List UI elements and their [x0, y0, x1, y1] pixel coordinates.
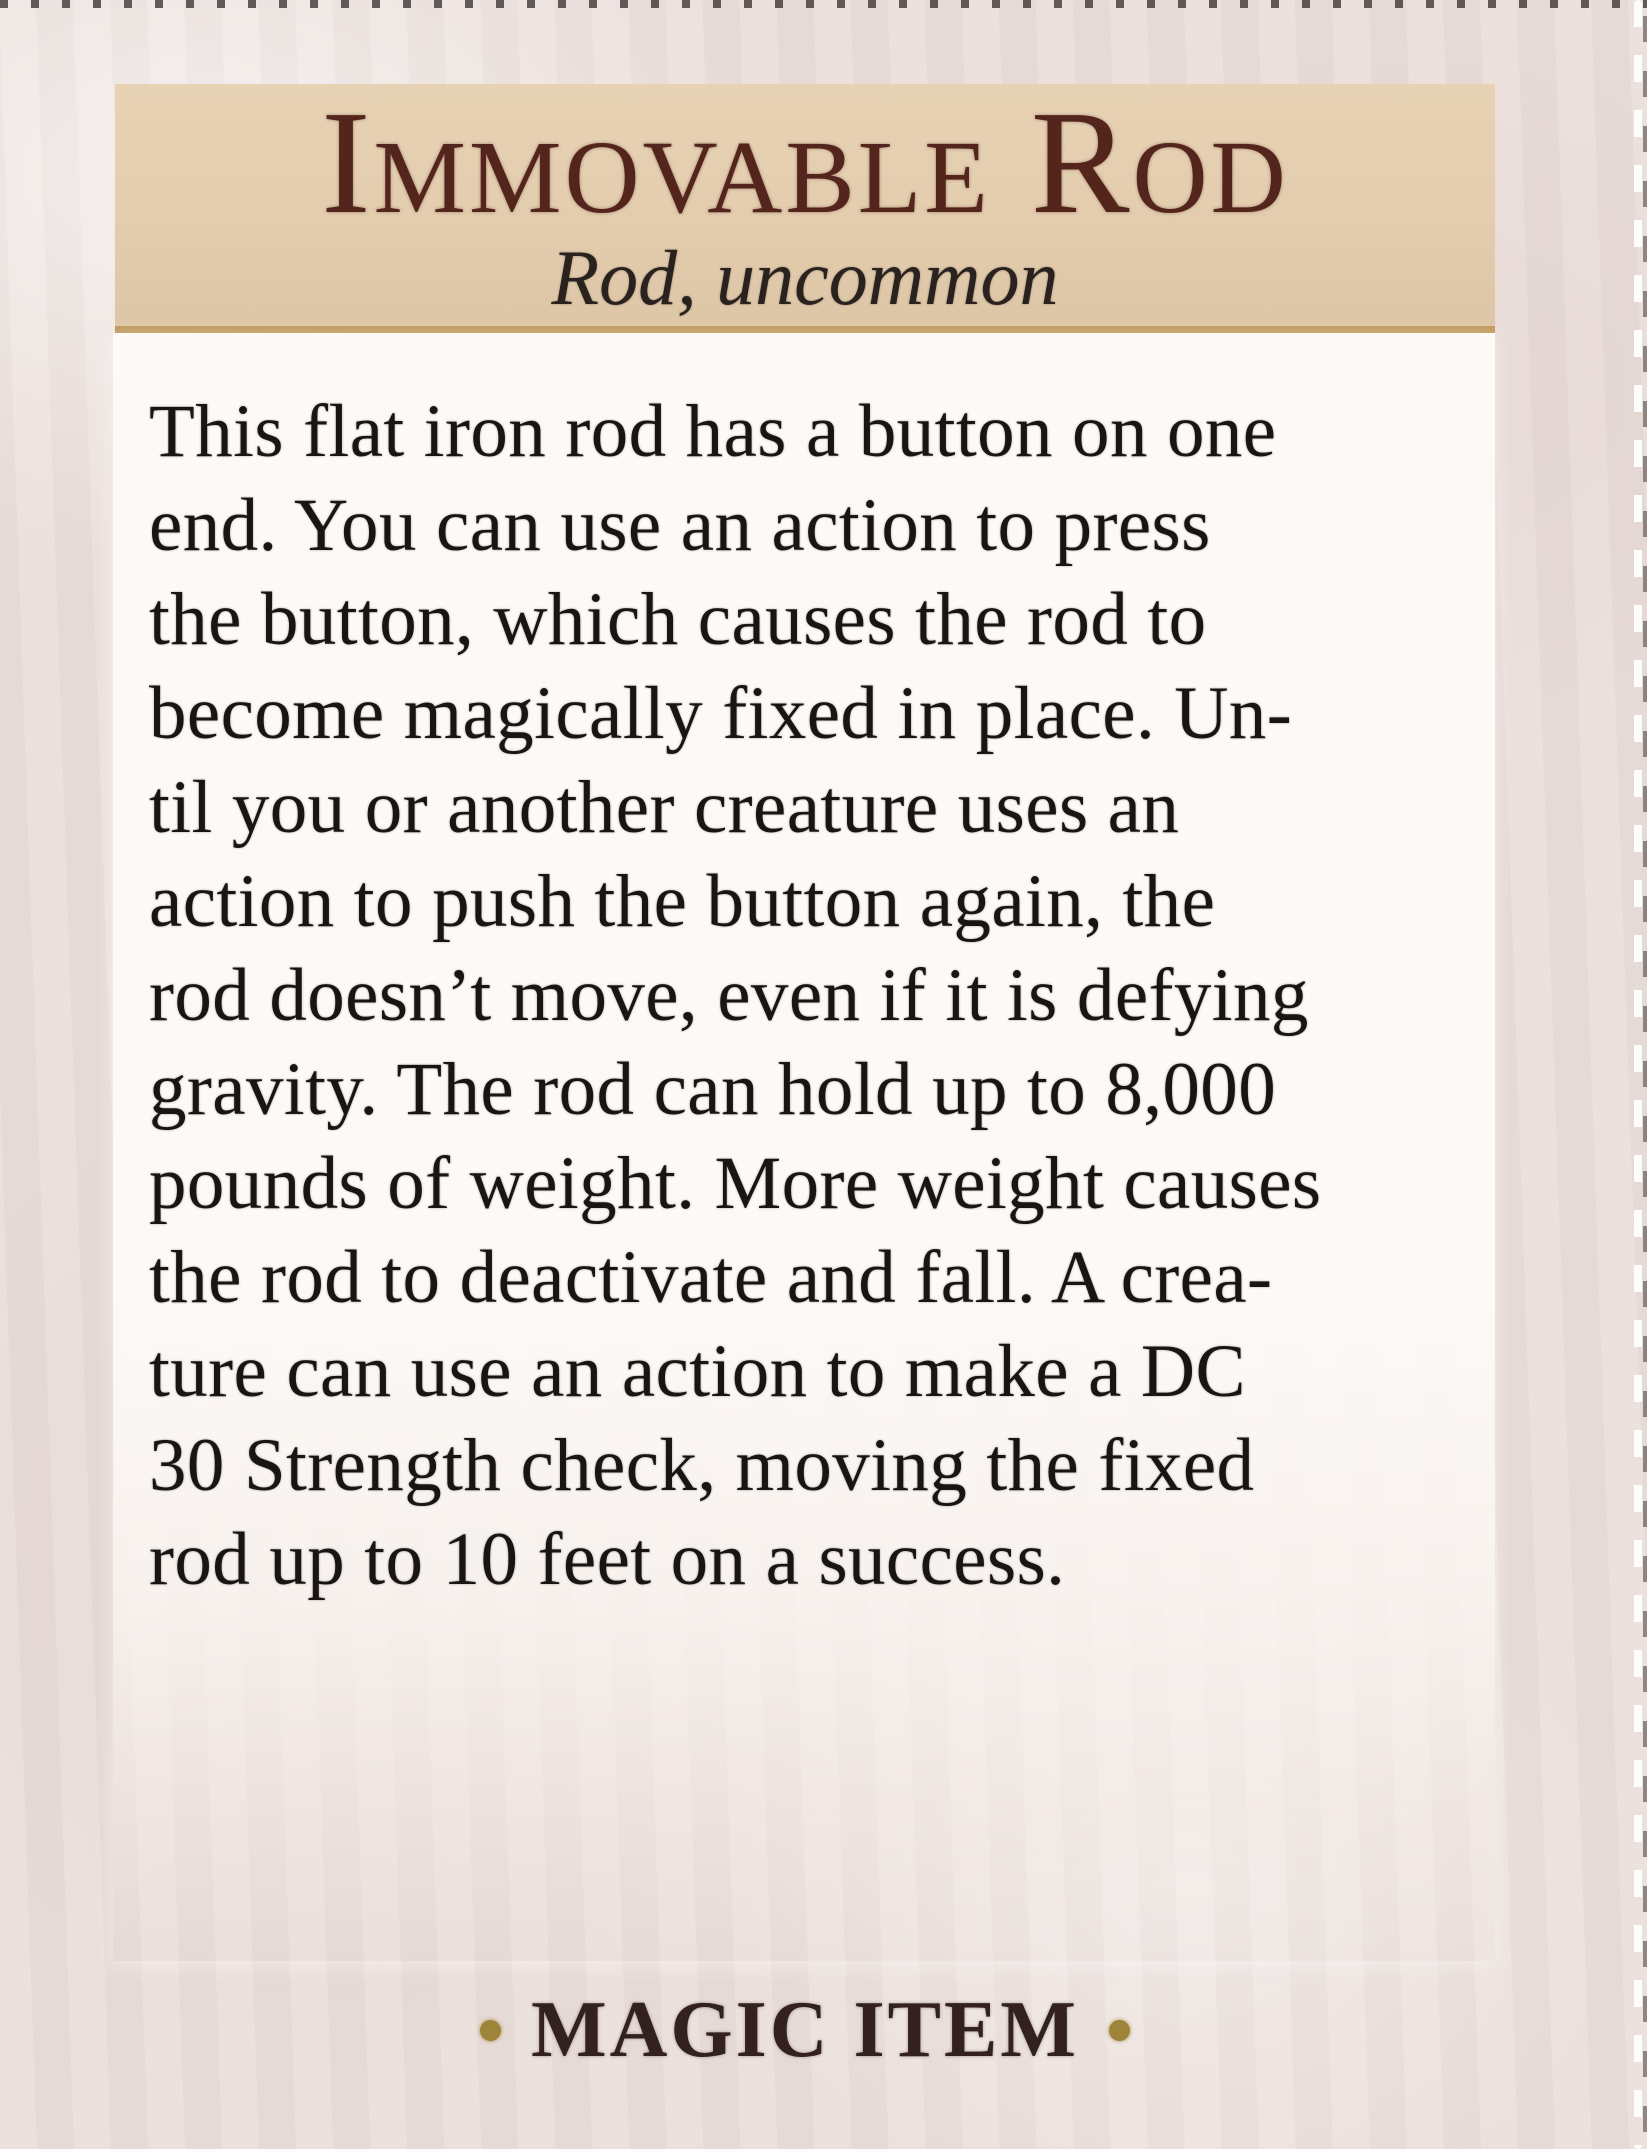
description-line: rod up to 10 feet on a success. [149, 1518, 1066, 1601]
description-line: action to push the button again, the [149, 860, 1216, 943]
footer-label: MAGIC ITEM [531, 1986, 1079, 2074]
footer-bullet-icon [1109, 2020, 1130, 2041]
description-line: become magically fixed in place. Un- [149, 672, 1293, 755]
description-line: This flat iron rod has a button on one [149, 390, 1277, 473]
description-line: pounds of weight. More weight causes [149, 1142, 1322, 1225]
item-title: Immovable Rod [321, 80, 1289, 245]
perforation-top-edge [0, 0, 1647, 8]
description-line: ture can use an action to make a DC [149, 1330, 1246, 1413]
description-line: gravity. The rod can hold up to 8,000 [149, 1048, 1277, 1131]
footer-bullet-icon [480, 2020, 501, 2041]
card-footer [115, 1982, 1495, 2078]
card-header [115, 80, 1495, 333]
description-line: the button, which causes the rod to [149, 578, 1207, 661]
description-line: end. You can use an action to press [149, 484, 1211, 567]
description-panel [113, 333, 1495, 1961]
description-line: 30 Strength check, moving the fixed [149, 1424, 1255, 1507]
description-line: the rod to deactivate and fall. A crea- [149, 1236, 1273, 1319]
item-type-rarity: Rod, uncommon [551, 234, 1059, 322]
description-line: til you or another creature uses an [149, 766, 1180, 849]
description-line: rod doesn’t move, even if it is defying [149, 954, 1309, 1037]
perforation-right-edge [1631, 0, 1647, 2149]
